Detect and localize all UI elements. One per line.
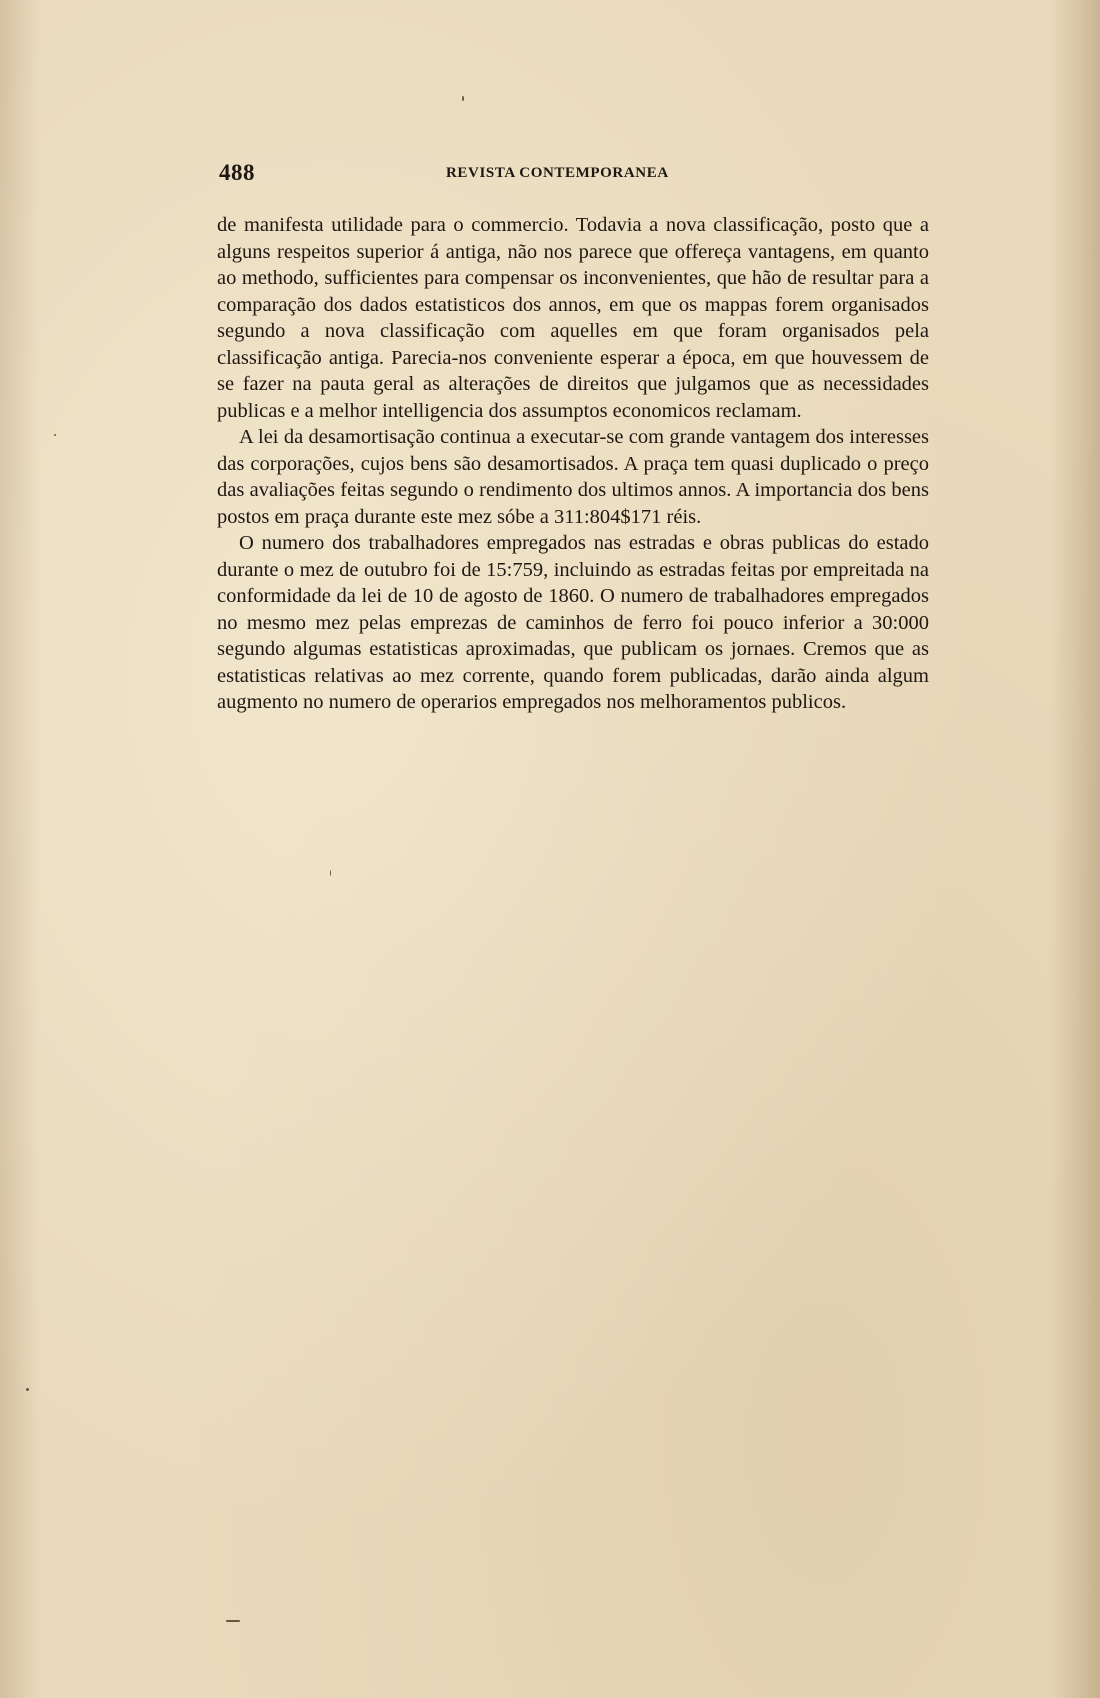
paper-speck (226, 1620, 240, 1622)
page-number: 488 (219, 160, 255, 185)
paragraph-public-works-workers: O numero dos trabalhadores empregados nas estradas e obras publicas do estado durante o mez de outubro foi de 15:759, incluindo as estradas feitas por empreitada na conformidade da lei de 10 de agosto de 1860. O numero de trabalhadores empregados no mesmo mez pelas emprezas de caminhos de ferro foi pouco inferior a 30:000 segundo algumas estatisticas aproximadas, que publicam os jornaes. Cremos que as estatisticas relativas ao mez corrente, quando forem publicadas, darão ainda algum augmento no numero de operarios empregados nos melhoramentos publicos. (217, 532, 929, 713)
paragraph-desamortisation: A lei da desamortisação continua a executar-se com grande vantagem dos interesses das corporações, cujos bens são desamortisados. A praça tem quasi duplicado o preço das avaliações feitas segundo o rendimento dos ultimos annos. A importancia dos bens postos em praça durante este mez sóbe a 311:804$171 réis. (217, 426, 929, 528)
paper-speck (462, 96, 464, 101)
paper-speck (26, 1388, 29, 1391)
running-title: REVISTA CONTEMPORANEA (446, 165, 669, 181)
paragraph-customs-classification: de manifesta utilidade para o commercio. Todavia a nova classificação, posto que a alguns respeitos superior á antiga, não nos parece que offereça vantagens, em quanto ao methodo, sufficientes para compensar os inconvenientes, que hão de resultar para a comparação dos dados estatisticos dos annos, em que os mappas forem organisados segundo a nova classificação com aquelles em que foram organisados pela classificação antiga. Parecia-nos conveniente esperar a época, em que houvessem de se fazer na pauta geral as alterações de direitos que julgamos que as necessidades publicas e a melhor intelligencia dos assumptos economicos reclamam. (217, 214, 929, 422)
paper-speck (330, 870, 331, 876)
body-text (217, 212, 929, 716)
paper-speck (54, 434, 56, 436)
page-header (219, 160, 929, 186)
